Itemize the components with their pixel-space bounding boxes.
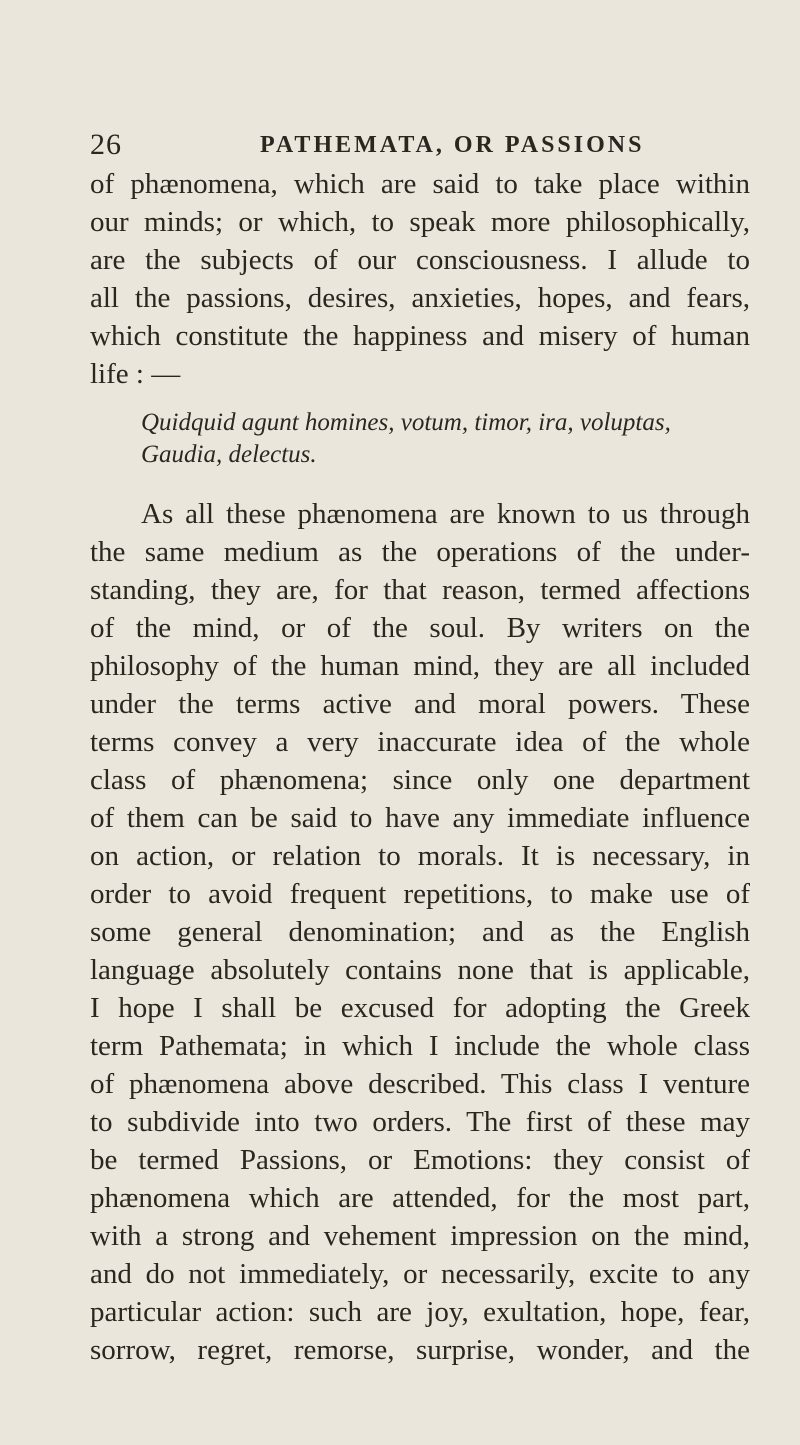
text-line: are the subjects of our consciousness. I allude to bbox=[90, 244, 750, 276]
text-line: under the terms active and moral powers. These bbox=[90, 688, 750, 720]
text-line: term Pathemata; in which I include the whole class bbox=[90, 1030, 750, 1062]
text-line: I hope I shall be excused for adopting the Greek bbox=[90, 992, 750, 1024]
text-line: of the mind, or of the soul. By writers on the bbox=[90, 612, 750, 644]
text-line: of phænomena, which are said to take place within bbox=[90, 168, 750, 200]
text-line: some general denomination; and as the English bbox=[90, 916, 750, 948]
text-line: life : — bbox=[90, 358, 181, 390]
text-line: our minds; or which, to speak more philosophically, bbox=[90, 206, 750, 238]
text-line: order to avoid frequent repetitions, to make use of bbox=[90, 878, 750, 910]
text-line: terms convey a very inaccurate idea of the whole bbox=[90, 726, 750, 758]
text-line: of phænomena above described. This class I venture bbox=[90, 1068, 750, 1100]
text-line: all the passions, desires, anxieties, hopes, and fears, bbox=[90, 282, 750, 314]
text-line: standing, they are, for that reason, termed affections bbox=[90, 574, 750, 606]
latin-quotation bbox=[90, 407, 750, 471]
text-line: and do not immediately, or necessarily, excite to any bbox=[90, 1258, 750, 1290]
text-line: particular action: such are joy, exultation, hope, fear, bbox=[90, 1296, 750, 1328]
text-line: philosophy of the human mind, they are all included bbox=[90, 650, 750, 682]
text-line: phænomena which are attended, for the most part, bbox=[90, 1182, 750, 1214]
text-line: with a strong and vehement impression on the mind, bbox=[90, 1220, 750, 1252]
text-line: on action, or relation to morals. It is necessary, in bbox=[90, 840, 750, 872]
text-line: language absolutely contains none that is applicable, bbox=[90, 954, 750, 986]
page-header bbox=[90, 128, 750, 168]
paragraph-1 bbox=[90, 165, 750, 393]
text-line: the same medium as the operations of the under- bbox=[90, 536, 750, 568]
text-line: which constitute the happiness and misery of human bbox=[90, 320, 750, 352]
quote-line: Quidquid agunt homines, votum, timor, ira, voluptas, bbox=[141, 409, 671, 436]
text-line: As all these phænomena are known to us through bbox=[141, 498, 750, 530]
running-head: PATHEMATA, OR PASSIONS bbox=[260, 132, 645, 158]
quote-line: Gaudia, delectus. bbox=[141, 441, 317, 468]
body-text bbox=[90, 165, 750, 1369]
text-line: be termed Passions, or Emotions: they consist of bbox=[90, 1144, 750, 1176]
text-line: of them can be said to have any immediate influence bbox=[90, 802, 750, 834]
paragraph-2 bbox=[90, 495, 750, 1369]
text-line: to subdivide into two orders. The first of these may bbox=[90, 1106, 750, 1138]
page-number: 26 bbox=[90, 128, 122, 161]
text-line: class of phænomena; since only one department bbox=[90, 764, 750, 796]
text-line: sorrow, regret, remorse, surprise, wonder, and the bbox=[90, 1334, 750, 1366]
